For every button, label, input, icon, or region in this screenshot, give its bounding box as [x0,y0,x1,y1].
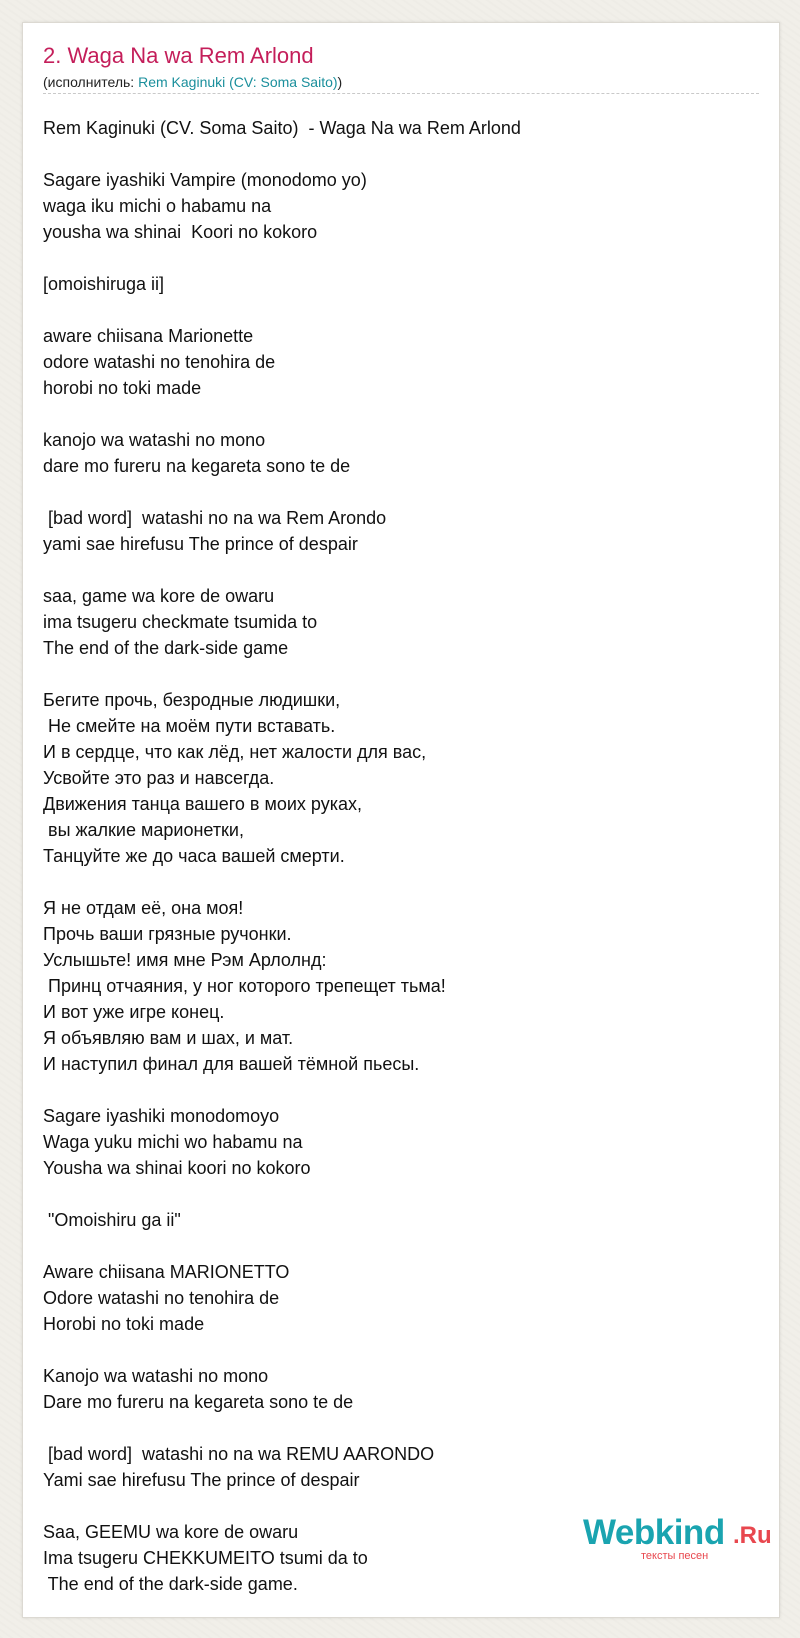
lyric-blank-line [43,401,759,427]
lyric-line: Saa, GEEMU wa kore de owaru [43,1522,299,1542]
lyric-line: aware chiisana Marionette [43,326,254,346]
lyric-line: вы жалкие марионетки, [43,820,244,840]
lyric-line: Услышьте! имя мне Рэм Арлолнд: [43,950,327,970]
lyric-line: Yami sae hirefusu The prince of despair [43,1470,360,1490]
lyric-line: Принц отчаяния, у ног которого трепещет тьма! [43,976,446,996]
lyric-line: Sagare iyashiki monodomoyo [43,1106,280,1126]
song-title: 2. Waga Na wa Rem Arlond [43,43,314,68]
lyric-blank-line [43,1233,759,1259]
lyric-line: Ima tsugeru CHEKKUMEITO tsumi da to [43,1548,368,1568]
lyric-blank-line [43,661,759,687]
lyrics-card [22,22,780,1618]
title-divider [43,93,759,94]
logo-wordmark: Webkind [583,1513,725,1552]
lyric-line: Kanojo wa watashi no mono [43,1366,269,1386]
lyric-blank-line [43,869,759,895]
lyric-blank-line [43,245,759,271]
lyric-blank-line [43,1181,759,1207]
lyric-line: horobi no toki made [43,378,202,398]
lyric-line: "Omoishiru ga ii" [43,1210,181,1230]
performer-link[interactable]: Rem Kaginuki (CV: Soma Saito) [138,74,338,90]
lyric-line: Танцуйте же до часа вашей смерти. [43,846,345,866]
lyric-line: Движения танца вашего в моих руках, [43,794,363,814]
lyric-line: Rem Kaginuki (CV. Soma Saito) - Waga Na wa Rem Arlond [43,118,521,138]
lyric-line: [omoishiruga ii] [43,274,165,294]
performer-suffix: ) [337,74,343,90]
lyric-line: Dare mo fureru na kegareta sono te de [43,1392,354,1412]
lyric-blank-line [43,1415,759,1441]
lyric-line: Прочь ваши грязные ручонки. [43,924,292,944]
lyrics-body [43,115,759,1597]
lyric-line: The end of the dark-side game. [43,1574,298,1594]
lyric-line: [bad word] watashi no na wa Rem Arondo [43,508,387,528]
lyric-line: И в сердце, что как лёд, нет жалости для вас, [43,742,427,762]
performer-line [43,73,342,91]
lyric-line: Waga yuku michi wo habamu na [43,1132,303,1152]
lyric-line: ima tsugeru checkmate tsumida to [43,612,318,632]
performer-prefix: (исполнитель: [43,74,139,90]
lyric-line: Sagare iyashiki Vampire (monodomo yo) [43,170,367,190]
lyric-line: Не смейте на моём пути вставать. [43,716,336,736]
lyric-line: И наступил финал для вашей тёмной пьесы. [43,1054,420,1074]
lyric-line: waga iku michi o habamu na [43,196,272,216]
lyric-blank-line [43,1337,759,1363]
lyric-blank-line [43,1077,759,1103]
lyric-line: Yousha wa shinai koori no kokoro [43,1158,311,1178]
lyric-line: Odore watashi no tenohira de [43,1288,280,1308]
lyric-blank-line [43,479,759,505]
lyric-line: odore watashi no tenohira de [43,352,276,372]
lyric-line: saa, game wa kore de owaru [43,586,275,606]
lyric-line: [bad word] watashi no na wa REMU AARONDO [43,1444,435,1464]
lyric-line: Horobi no toki made [43,1314,205,1334]
lyric-line: Усвойте это раз и навсегда. [43,768,275,788]
logo-domain-suffix: .Ru [733,1522,772,1549]
lyric-blank-line [43,141,759,167]
lyric-line: Бегите прочь, безродные людишки, [43,690,341,710]
webkind-logo[interactable] [583,1513,783,1573]
lyric-line: kanojo wa watashi no mono [43,430,266,450]
logo-tagline: тексты песен [641,1550,709,1562]
lyric-blank-line [43,557,759,583]
lyric-line: dare mo fureru na kegareta sono te de [43,456,351,476]
lyric-line: yami sae hirefusu The prince of despair [43,534,358,554]
lyric-blank-line [43,297,759,323]
lyric-line: Я не отдам её, она моя! [43,898,244,918]
lyric-line: Я объявляю вам и шах, и мат. [43,1028,294,1048]
lyric-line: The end of the dark-side game [43,638,289,658]
lyric-line: И вот уже игре конец. [43,1002,225,1022]
lyric-line: Aware chiisana MARIONETTO [43,1262,290,1282]
lyric-line: yousha wa shinai Koori no kokoro [43,222,318,242]
